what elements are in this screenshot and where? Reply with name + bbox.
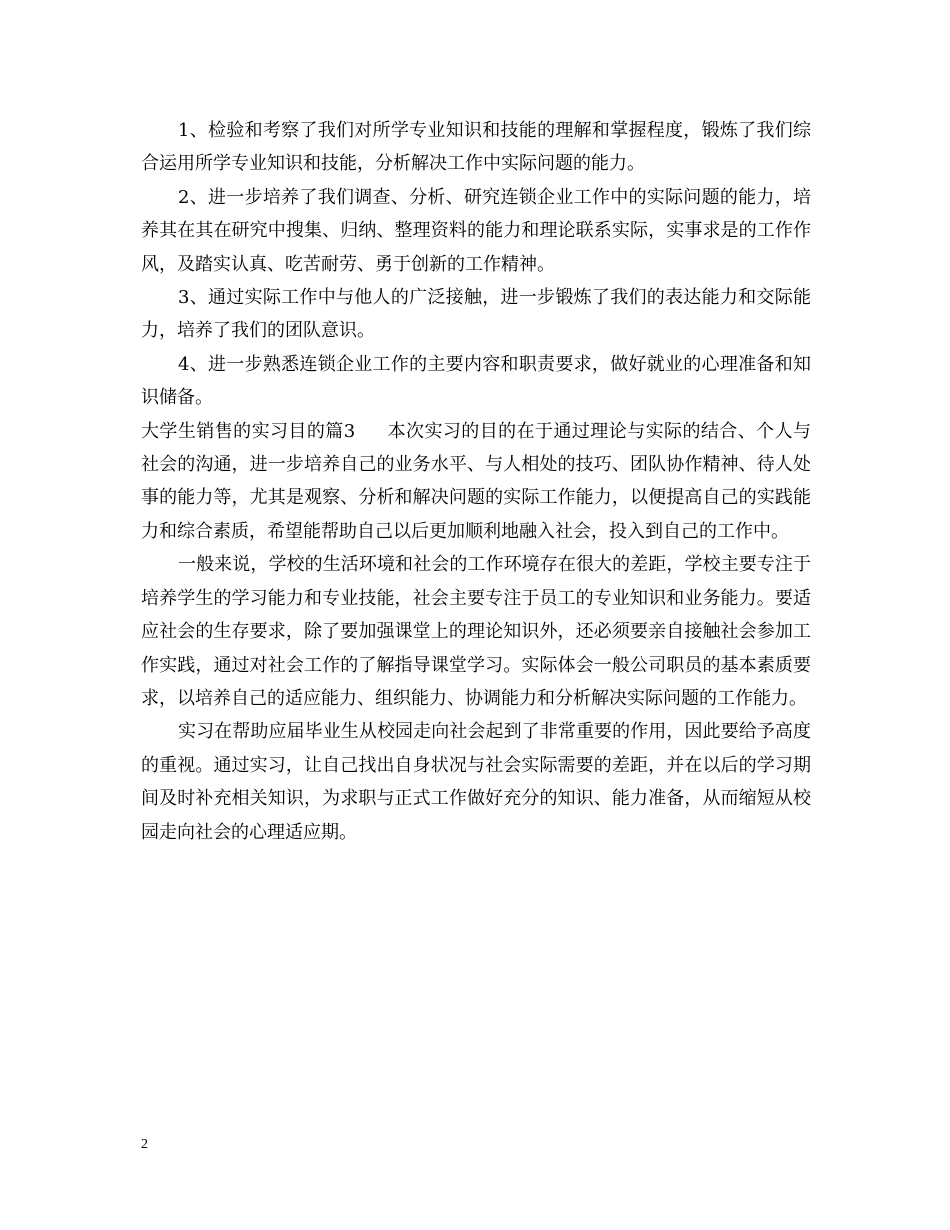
- paragraph-importance: 实习在帮助应届毕业生从校园走向社会起到了非常重要的作用，因此要给予高度的重视。通过实习，让自己找出自身状况与社会实际需要的差距，并在以后的学习期间及时补充相关知识，为求职与正式工作做好充分的知识、能力准备，从而缩短从校园走向社会的心理适应期。: [141, 721, 811, 843]
- paragraph-item-4: 4、进一步熟悉连锁企业工作的主要内容和职责要求，做好就业的心理准备和知识储备。: [141, 353, 811, 409]
- paragraph-item-2: 2、进一步培养了我们调查、分析、研究连锁企业工作中的实际问题的能力，培养其在其在研究中搜集、归纳、整理资料的能力和理论联系实际，实事求是的工作作风，及踏实认真、吃苦耐劳、勇于创新的工作精神。: [141, 186, 811, 275]
- paragraph-general: 一般来说，学校的生活环境和社会的工作环境存在很大的差距，学校主要专注于培养学生的学习能力和专业技能，社会主要专注于员工的专业知识和业务能力。要适应社会的生存要求，除了要加强课堂上的理论知识外，还必须要亲自接触社会参加工作实践，通过对社会工作的了解指导课堂学习。实际体会一般公司职员的基本素质要求，以培养自己的适应能力、组织能力、协调能力和分析解决实际问题的工作能力。: [141, 554, 811, 709]
- document-body: [141, 114, 811, 849]
- page-number: 2: [141, 1137, 148, 1152]
- section-intro: 本次实习的目的在于通过理论与实际的结合、个人与社会的沟通，进一步培养自己的业务水平、与人相处的技巧、团队协作精神、待人处事的能力等，尤其是观察、分析和解决问题的实际工作能力，以便提高自己的实践能力和综合素质，希望能帮助自己以后更加顺利地融入社会，投入到自己的工作中。: [141, 420, 812, 542]
- paragraph-item-3: 3、通过实际工作中与他人的广泛接触，进一步锻炼了我们的表达能力和交际能力，培养了我们的团队意识。: [141, 287, 811, 342]
- section-heading: 大学生销售的实习目的篇3: [141, 420, 356, 442]
- paragraph-item-1: 1、检验和考察了我们对所学专业知识和技能的理解和掌握程度，锻炼了我们综合运用所学专业知识和技能，分析解决工作中实际问题的能力。: [141, 120, 811, 175]
- section-paragraph: [141, 415, 811, 549]
